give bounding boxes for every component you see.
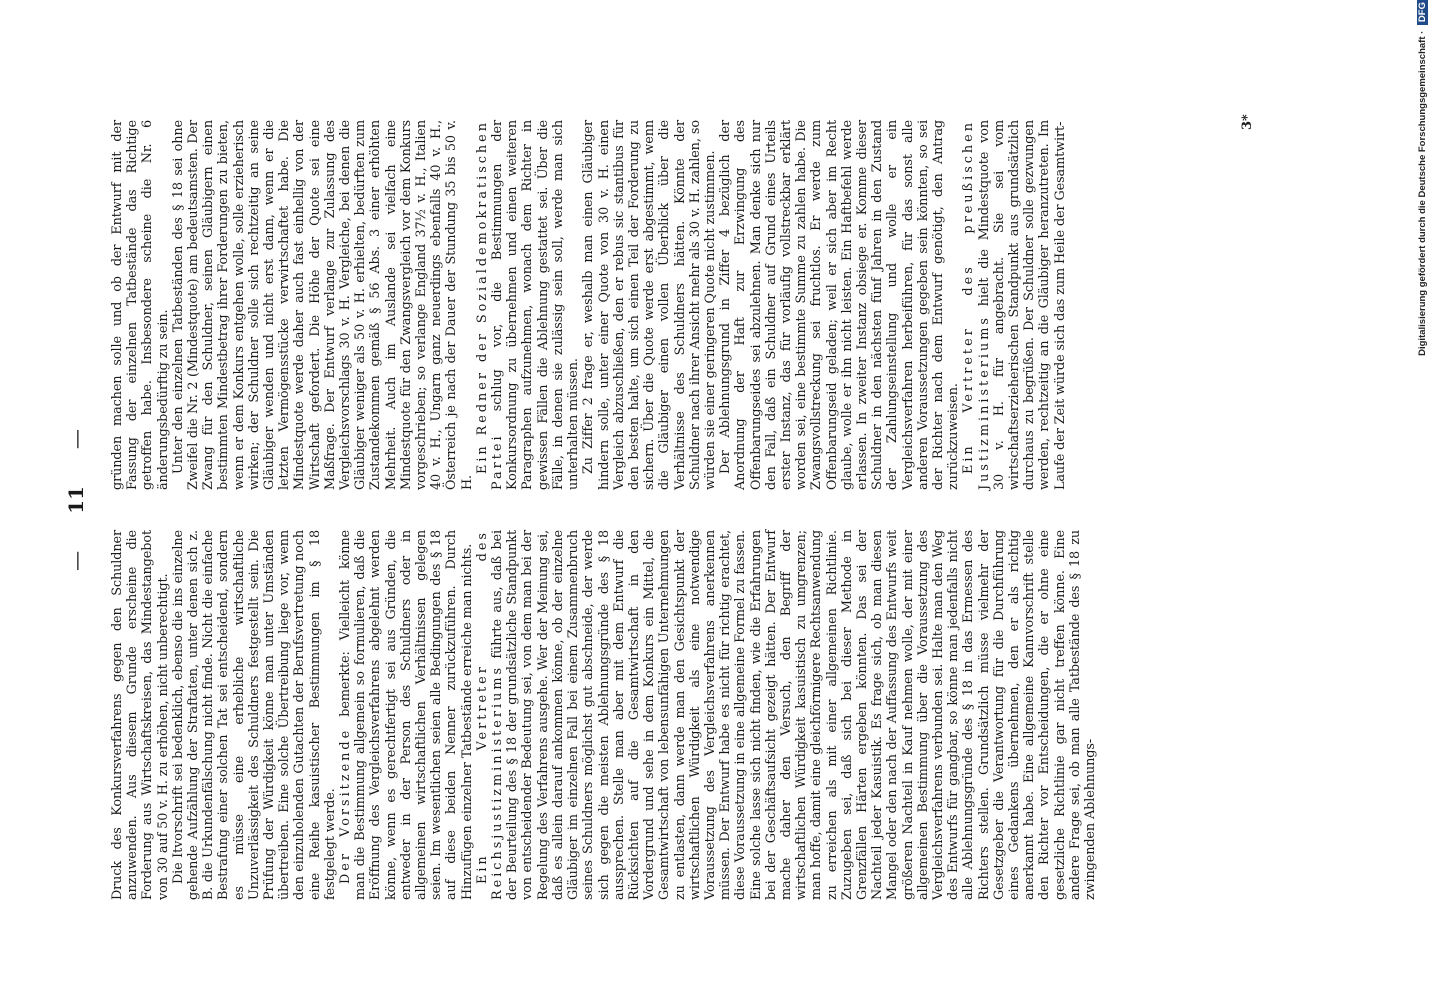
speaker-label: Ein Redner der Sozialdemokratischen Partei — [474, 120, 506, 490]
paragraph-body: schlug vor, die Bestimmungen der Konkursordnung zu übernehmen und einen weiteren Paragraphen aufzunehmen, wonach dem Richter in gewissen Fällen die Ablehnung gestattet sei. Über die Fälle, in denen sie zulässig sein soll, werde man sich unterhalten müssen. — [490, 120, 582, 490]
rotated-text-block — [64, 100, 1290, 900]
signature-mark: 3* — [1240, 114, 1255, 130]
paragraph — [961, 120, 1067, 490]
header-dash-left: — — [64, 550, 88, 571]
dfg-logo-badge: DFG — [1417, 0, 1428, 25]
page-number: 11 — [64, 486, 88, 514]
paragraph: gründen machen solle und ob der Entwurf mit der Fassung der einzelnen Tatbestände das Richtige getroffen habe. Insbesondere scheine die Nr. 6 änderungsbedürftig zu sein. — [110, 120, 171, 490]
speaker-label: Ein Vertreter des preußischen Justizministeriums — [961, 120, 992, 490]
page-header — [64, 100, 88, 900]
paragraph: Zu Ziffer 2 frage er, weshalb man einen Gläubiger hindern solle, unter einer Quote von 30 v. H. einen Vergleich abzuschließen, den er rebus sic stantibus für den besten halte, um sich einen Teil der Forderung zu sichern. Über die Quote werde erst abgestimmt, wenn die Gläubiger einen vollen Überblick über die Verhältnisse des Schuldners hätten. Könnte der Schuldner nach ihrer Ansicht mehr als 30 v. H. zahlen, so würden sie einer geringeren Quote nicht zustimmen. — [581, 120, 718, 490]
header-dash-right: — — [64, 429, 88, 450]
paragraph: Der Ablehnungsgrund in Ziffer 4 bezüglich der Anordnung der Haft zur Erzwingung des Offenbarungseides sei abzulehnen. Man denke sich nur den Fall, daß ein Schuldner auf Grund eines Urteils erster Instanz, das für vorläufig vollstreckbar erklärt worden sei, eine bestimmte Summe zu zahlen habe. Die Zwangsvollstreckung sei fruchtlos. Er werde zum Offenbarungseid geladen; weil er sich aber im Recht glaube, wolle er ihn nicht leisten. Ein Haftbefehl werde erlassen. In zweiter Instanz obsiege er. Komme dieser Schuldner in den nächsten fünf Jahren in den Zustand der Zahlungseinstellung und wolle er ein Vergleichsverfahren herbeiführen, für das sonst alle anderen Voraussetzungen gegeben sein könnten, so sei der Richter nach dem Entwurf genötigt, den Antrag zurückzuweisen. — [718, 120, 962, 490]
speaker-label: Ein Vertreter des Reichsjustizministeriums — [474, 530, 506, 900]
paragraph — [338, 530, 475, 900]
credit-text: Digitalisierung gefördert durch die Deutsche Forschungsgemeinschaft · — [1417, 30, 1428, 356]
digitization-credit-strip — [1416, 0, 1434, 1000]
paragraph-body: bemerkte: Vielleicht könne man die Bestimmung allgemein so formulieren, daß die Eröffnung des Vergleichsverfahrens abgelehnt werden könne, wenn es gerechtfertigt sei aus Gründen, die entweder in der Person des Schuldners oder in allgemeinen wirtschaftlichen Verhältnissen gelegen seien. Im wesentlichen seien alle Bedingungen des § 18 auf diese beiden Nenner zurückzuführen. Durch Hinzufügen einzelner Tatbestände erreiche man nichts. — [338, 530, 475, 900]
paragraph — [475, 530, 1098, 900]
digitization-credit — [1417, 0, 1428, 779]
paragraph: Unter den einzelnen Tatbeständen des § 18 sei ohne Zweifel die Nr. 2 (Mindestquote) am bedeutsamsten. Der Zwang für den Schuldner, seinen Gläubigern einen bestimmten Mindestbetrag ihrer Forderungen zu bieten, wenn er dem Konkurs entgehen wolle, solle erzieherisch wirken; der Schuldner solle sich rechtzeitig an seine Gläubiger wenden und nicht erst dann, wenn er die letzten Vermögensstücke verwirtschaftet habe. Die Mindestquote werde daher auch fast einhellig von der Wirtschaft gefordert. Die Höhe der Quote sei eine Maßfrage. Der Entwurf verlange zur Zulassung des Vergleichsvorschlags 30 v. H. Vergleiche, bei denen die Gläubiger weniger als 50 v. H. erhielten, bedürften zum Zustandekommen gemäß § 56 Abs. 3 einer erhöhten Mehrheit. Auch im Auslande sei vielfach eine Mindestquote für den Zwangsvergleich vor dem Konkurs vorgeschrieben; so verlange England 37½ v. H., Italien 40 v. H., Ungarn ganz neuerdings ebenfalls 40 v. H., Österreich je nach der Dauer der Stundung 35 bis 50 v. H. — [170, 120, 475, 490]
right-column — [110, 120, 1068, 490]
speaker-label: Der Vorsitzende — [338, 727, 354, 884]
paragraph-body: führte aus, daß bei der Beurteilung des § 18 der grundsätzliche Standpunkt von entscheidender Bedeutung sei, von dem man bei der Regelung des Verfahrens ausgehe. Wer der Meinung sei, daß es allein darauf ankommen könne, ob der einzelne Gläubiger im einzelnen Fall bei einem Zusammenbruch seines Schuldners möglichst gut abschneide, der werde sich gegen die meisten Ablehnungsgründe des § 18 aussprechen. Stelle man aber mit dem Entwurf die Rücksichten auf die Gesamtwirtschaft in den Vordergrund und sehe in dem Konkurs ein Mittel, die Gesamtwirtschaft von lebensunfähigen Unternehmungen zu entlasten, dann werde man den Gesichtspunkt der wirtschaftlichen Würdigkeit als eine notwendige Voraussetzung des Vergleichsverfahrens anerkennen müssen. Der Entwurf habe es nicht für richtig erachtet, diese Voraussetzung in eine allgemeine Formel zu fassen. Eine solche lasse sich nicht finden, wie die Erfahrungen bei der Geschäftsaufsicht gezeigt hätten. Der Entwurf mache daher den Versuch, den Begriff der wirtschaftlichen Würdigkeit kasuistisch zu umgrenzen; man hoffe, damit eine gleichförmigere Rechtsanwendung zu erreichen als mit einer allgemeinen Richtlinie. Zuzugeben sei, daß sich bei dieser Methode in Grenzfällen Härten ergeben könnten. Das sei der Nachteil jeder Kasuistik. Es frage sich, ob man diesen Mangel oder den nach der Auffassung des Entwurfs weit größeren Nachteil in Kauf nehmen wolle, der mit einer allgemeinen Bestimmung über die Voraussetzung des Vergleichsverfahrens verbunden sei. Halte man den Weg des Entwurfs für gangbar, so könne man jedenfalls nicht alle Ablehnungsgründe des § 18 in das Ermessen des Richters stellen. Grundsätzlich müsse vielmehr der Gesetzgeber die Verantwortung für die Durchführung eines Gedankens übernehmen, den er als richtig anerkannt habe. Eine allgemeine Kannvorschrift stelle den Richter vor Entscheidungen, die er ohne eine gesetzliche Richtlinie gar nicht treffen könne. Eine andere Frage sei, ob man alle Tatbestände des § 18 zu zwingenden Ablehnungs- — [490, 529, 1098, 900]
paragraph-body: hielt die Mindestquote von 30 v. H. für angebracht. Sie sei vom wirtschaftserzieherischen Standpunkt aus grundsätzlich durchaus zu begrüßen. Der Schuldner solle gezwungen werden, rechtzeitig an die Gläubiger heranzutreten. Im Laufe der Zeit würde sich das zum Heile der Gesamtwirt- — [976, 120, 1068, 490]
paragraph: Druck des Konkursverfahrens gegen den Schuldner anzuwenden. Aus diesem Grunde erscheine die Forderung aus Wirtschaftskreisen, das Mindestangebot von 30 auf 50 v. H. zu erhöhen, nicht unberechtigt. — [110, 530, 171, 900]
paragraph — [475, 120, 581, 490]
left-column — [110, 530, 1098, 900]
paragraph: Die Itvorschrift sei bedenklich, ebenso die ins einzelne gehende Aufzählung der Straftaten, unter denen sich z. B. die Urkundenfälschung nicht finde. Nicht die einfache Bestrafung einer solchen Tat sei entscheidend, sondern es müsse eine erhebliche wirtschaftliche Unzuverlässigkeit des Schuldners festgestellt sein. Die Prüfung der Würdigkeit könne man unter Umständen übertreiben. Eine solche Übertreibung liege vor, wenn den einzuholenden Gutachten der Berufsvertretung noch eine Reihe kasuistischer Bestimmungen im § 18 festgelegt werde. — [170, 530, 338, 900]
